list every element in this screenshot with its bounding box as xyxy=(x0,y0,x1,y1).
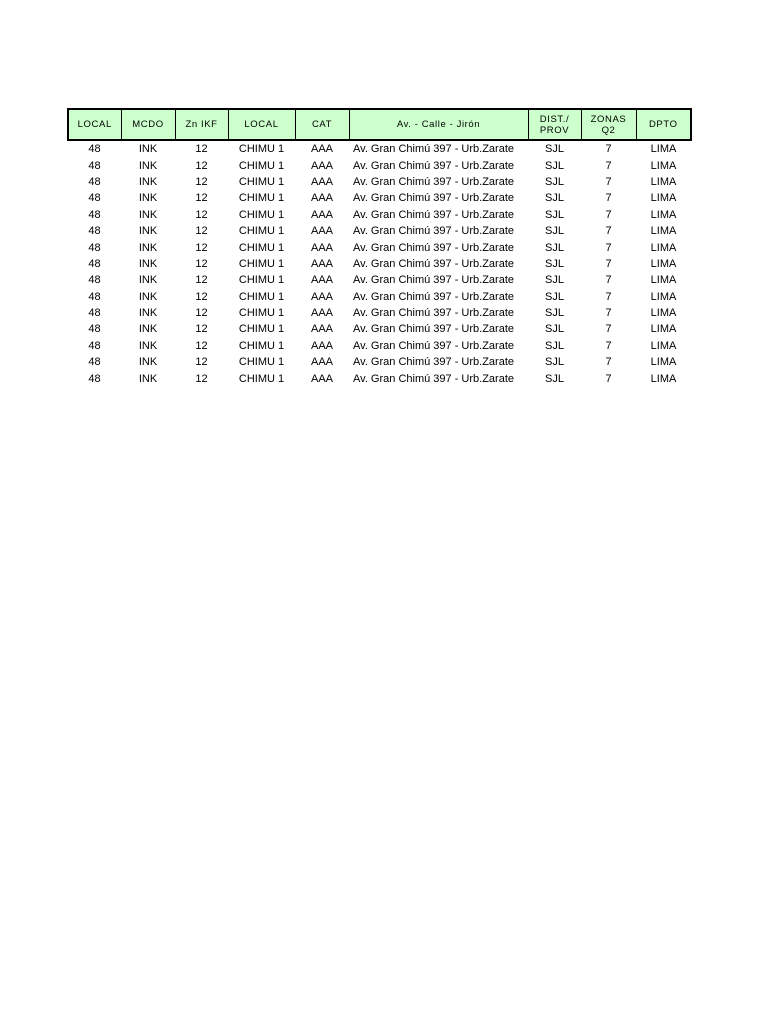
table-row xyxy=(68,190,691,206)
dpto-cell[interactable]: LIMA xyxy=(650,356,677,369)
address-cell[interactable]: Av. Gran Chimú 397 - Urb.Zarate xyxy=(353,175,514,188)
local-cell[interactable]: 48 xyxy=(88,175,101,188)
local-cell[interactable]: 48 xyxy=(88,356,101,369)
zn-ikf-cell[interactable]: 12 xyxy=(195,175,208,188)
zn-ikf-cell[interactable]: 12 xyxy=(195,307,208,320)
table-row xyxy=(68,338,691,354)
local-cell[interactable]: 48 xyxy=(88,257,101,270)
header-zonas-q2[interactable] xyxy=(581,109,636,140)
dpto-cell[interactable]: LIMA xyxy=(650,192,677,205)
local-name-cell[interactable]: CHIMU 1 xyxy=(238,257,285,270)
dist-prov-cell[interactable]: SJL xyxy=(545,143,564,156)
address-cell[interactable]: Av. Gran Chimú 397 - Urb.Zarate xyxy=(353,208,514,221)
header-dpto[interactable] xyxy=(636,109,691,140)
table-row xyxy=(68,370,691,386)
local-cell[interactable]: 48 xyxy=(88,143,101,156)
cat-cell[interactable]: AAA xyxy=(310,323,333,336)
header-label-line1: DIST./ xyxy=(539,113,570,125)
dist-prov-cell[interactable]: SJL xyxy=(545,159,564,172)
local-name-cell[interactable]: CHIMU 1 xyxy=(238,339,285,352)
mcdo-cell[interactable]: INK xyxy=(138,339,158,352)
header-row xyxy=(68,109,691,140)
cat-cell[interactable]: AAA xyxy=(310,241,333,254)
header-label: Zn IKF xyxy=(185,119,218,130)
zonas-q2-cell[interactable]: 7 xyxy=(605,241,612,254)
dpto-cell[interactable]: LIMA xyxy=(650,208,677,221)
local-name-cell[interactable]: CHIMU 1 xyxy=(238,307,285,320)
mcdo-cell[interactable]: INK xyxy=(138,175,158,188)
cat-cell[interactable]: AAA xyxy=(310,192,333,205)
dpto-cell[interactable]: LIMA xyxy=(650,175,677,188)
header-label: Av. - Calle - Jirón xyxy=(396,119,481,130)
dist-prov-cell[interactable]: SJL xyxy=(545,372,564,385)
dpto-cell[interactable]: LIMA xyxy=(650,159,677,172)
dpto-cell[interactable]: LIMA xyxy=(650,241,677,254)
address-cell[interactable]: Av. Gran Chimú 397 - Urb.Zarate xyxy=(353,159,514,172)
mcdo-cell[interactable]: INK xyxy=(138,208,158,221)
local-cell[interactable]: 48 xyxy=(88,290,101,303)
cat-cell[interactable]: AAA xyxy=(310,307,333,320)
dist-prov-cell[interactable]: SJL xyxy=(545,339,564,352)
zonas-q2-cell[interactable]: 7 xyxy=(605,372,612,385)
mcdo-cell[interactable]: INK xyxy=(138,143,158,156)
zn-ikf-cell[interactable]: 12 xyxy=(195,208,208,221)
cat-cell[interactable]: AAA xyxy=(310,290,333,303)
zn-ikf-cell[interactable]: 12 xyxy=(195,274,208,287)
dpto-cell[interactable]: LIMA xyxy=(650,290,677,303)
local-name-cell[interactable]: CHIMU 1 xyxy=(238,192,285,205)
dist-prov-cell[interactable]: SJL xyxy=(545,290,564,303)
zn-ikf-cell[interactable]: 12 xyxy=(195,225,208,238)
dpto-cell[interactable]: LIMA xyxy=(650,372,677,385)
dist-prov-cell[interactable]: SJL xyxy=(545,323,564,336)
header-address[interactable] xyxy=(349,109,528,140)
mcdo-cell[interactable]: INK xyxy=(138,274,158,287)
dpto-cell[interactable]: LIMA xyxy=(650,143,677,156)
cat-cell[interactable]: AAA xyxy=(310,356,333,369)
local-name-cell[interactable]: CHIMU 1 xyxy=(238,159,285,172)
zn-ikf-cell[interactable]: 12 xyxy=(195,323,208,336)
zonas-q2-cell[interactable]: 7 xyxy=(605,339,612,352)
local-cell[interactable]: 48 xyxy=(88,372,101,385)
dist-prov-cell[interactable]: SJL xyxy=(545,208,564,221)
mcdo-cell[interactable]: INK xyxy=(138,323,158,336)
mcdo-cell[interactable]: INK xyxy=(138,192,158,205)
table-row xyxy=(68,305,691,321)
dpto-cell[interactable]: LIMA xyxy=(650,307,677,320)
address-cell[interactable]: Av. Gran Chimú 397 - Urb.Zarate xyxy=(353,323,514,336)
header-mcdo[interactable] xyxy=(121,109,175,140)
address-cell[interactable]: Av. Gran Chimú 397 - Urb.Zarate xyxy=(353,225,514,238)
local-name-cell[interactable]: CHIMU 1 xyxy=(238,143,285,156)
spreadsheet-sheet xyxy=(67,108,690,387)
zn-ikf-cell[interactable]: 12 xyxy=(195,159,208,172)
locations-table xyxy=(67,108,692,387)
table-body xyxy=(68,140,691,387)
cat-cell[interactable]: AAA xyxy=(310,175,333,188)
dist-prov-cell[interactable]: SJL xyxy=(545,225,564,238)
zonas-q2-cell[interactable]: 7 xyxy=(605,208,612,221)
cat-cell[interactable]: AAA xyxy=(310,372,333,385)
zonas-q2-cell[interactable]: 7 xyxy=(605,274,612,287)
address-cell[interactable]: Av. Gran Chimú 397 - Urb.Zarate xyxy=(353,274,514,287)
zn-ikf-cell[interactable]: 12 xyxy=(195,290,208,303)
zonas-q2-cell[interactable]: 7 xyxy=(605,192,612,205)
zn-ikf-cell[interactable]: 12 xyxy=(195,143,208,156)
local-name-cell[interactable]: CHIMU 1 xyxy=(238,274,285,287)
local-cell[interactable]: 48 xyxy=(88,323,101,336)
cat-cell[interactable]: AAA xyxy=(310,208,333,221)
zonas-q2-cell[interactable]: 7 xyxy=(605,323,612,336)
cat-cell[interactable]: AAA xyxy=(310,257,333,270)
dpto-cell[interactable]: LIMA xyxy=(650,323,677,336)
address-cell[interactable]: Av. Gran Chimú 397 - Urb.Zarate xyxy=(353,307,514,320)
dpto-cell[interactable]: LIMA xyxy=(650,225,677,238)
local-name-cell[interactable]: CHIMU 1 xyxy=(238,175,285,188)
local-cell[interactable]: 48 xyxy=(88,274,101,287)
table-row xyxy=(68,272,691,288)
table-row xyxy=(68,140,691,157)
local-cell[interactable]: 48 xyxy=(88,192,101,205)
dist-prov-cell[interactable]: SJL xyxy=(545,257,564,270)
mcdo-cell[interactable]: INK xyxy=(138,290,158,303)
zonas-q2-cell[interactable]: 7 xyxy=(605,175,612,188)
cat-cell[interactable]: AAA xyxy=(310,159,333,172)
table-row xyxy=(68,174,691,190)
local-cell[interactable]: 48 xyxy=(88,208,101,221)
mcdo-cell[interactable]: INK xyxy=(138,241,158,254)
local-name-cell[interactable]: CHIMU 1 xyxy=(238,208,285,221)
address-cell[interactable]: Av. Gran Chimú 397 - Urb.Zarate xyxy=(353,257,514,270)
table-row xyxy=(68,256,691,272)
header-label: CAT xyxy=(311,119,333,130)
header-label: MCDO xyxy=(132,119,164,130)
header-label: LOCAL xyxy=(77,119,112,130)
local-name-cell[interactable]: CHIMU 1 xyxy=(238,225,285,238)
table-row xyxy=(68,239,691,255)
table-row xyxy=(68,223,691,239)
zn-ikf-cell[interactable]: 12 xyxy=(195,192,208,205)
address-cell[interactable]: Av. Gran Chimú 397 - Urb.Zarate xyxy=(353,241,514,254)
header-dist-prov[interactable] xyxy=(528,109,581,140)
local-name-cell[interactable]: CHIMU 1 xyxy=(238,323,285,336)
address-cell[interactable]: Av. Gran Chimú 397 - Urb.Zarate xyxy=(353,290,514,303)
dist-prov-cell[interactable]: SJL xyxy=(545,241,564,254)
table-row xyxy=(68,289,691,305)
zn-ikf-cell[interactable]: 12 xyxy=(195,356,208,369)
dpto-cell[interactable]: LIMA xyxy=(650,274,677,287)
zonas-q2-cell[interactable]: 7 xyxy=(605,257,612,270)
address-cell[interactable]: Av. Gran Chimú 397 - Urb.Zarate xyxy=(353,143,514,156)
dpto-cell[interactable]: LIMA xyxy=(650,339,677,352)
table-row xyxy=(68,207,691,223)
table-row xyxy=(68,321,691,337)
local-name-cell[interactable]: CHIMU 1 xyxy=(238,372,285,385)
mcdo-cell[interactable]: INK xyxy=(138,356,158,369)
dist-prov-cell[interactable]: SJL xyxy=(545,274,564,287)
zonas-q2-cell[interactable]: 7 xyxy=(605,143,612,156)
local-name-cell[interactable]: CHIMU 1 xyxy=(238,241,285,254)
local-name-cell[interactable]: CHIMU 1 xyxy=(238,356,285,369)
mcdo-cell[interactable]: INK xyxy=(138,159,158,172)
mcdo-cell[interactable]: INK xyxy=(138,257,158,270)
zonas-q2-cell[interactable]: 7 xyxy=(605,225,612,238)
header-label: LOCAL xyxy=(244,119,279,130)
table-row xyxy=(68,157,691,173)
mcdo-cell[interactable]: INK xyxy=(138,372,158,385)
cat-cell[interactable]: AAA xyxy=(310,274,333,287)
header-label-line1: ZONAS xyxy=(590,113,627,125)
local-cell[interactable]: 48 xyxy=(88,159,101,172)
zonas-q2-cell[interactable]: 7 xyxy=(605,290,612,303)
local-cell[interactable]: 48 xyxy=(88,241,101,254)
dist-prov-cell[interactable]: SJL xyxy=(545,307,564,320)
dist-prov-cell[interactable]: SJL xyxy=(545,175,564,188)
address-cell[interactable]: Av. Gran Chimú 397 - Urb.Zarate xyxy=(353,356,514,369)
cat-cell[interactable]: AAA xyxy=(310,143,333,156)
address-cell[interactable]: Av. Gran Chimú 397 - Urb.Zarate xyxy=(353,372,514,385)
local-cell[interactable]: 48 xyxy=(88,225,101,238)
header-label-line2: PROV xyxy=(539,124,570,136)
mcdo-cell[interactable]: INK xyxy=(138,307,158,320)
dist-prov-cell[interactable]: SJL xyxy=(545,192,564,205)
header-label-line2: Q2 xyxy=(601,124,616,136)
cat-cell[interactable]: AAA xyxy=(310,225,333,238)
header-label: DPTO xyxy=(648,119,678,130)
zonas-q2-cell[interactable]: 7 xyxy=(605,356,612,369)
address-cell[interactable]: Av. Gran Chimú 397 - Urb.Zarate xyxy=(353,339,514,352)
local-cell[interactable]: 48 xyxy=(88,339,101,352)
local-name-cell[interactable]: CHIMU 1 xyxy=(238,290,285,303)
header-cat[interactable] xyxy=(295,109,349,140)
zn-ikf-cell[interactable]: 12 xyxy=(195,339,208,352)
header-local-name[interactable] xyxy=(228,109,295,140)
header-local[interactable] xyxy=(68,109,121,140)
zn-ikf-cell[interactable]: 12 xyxy=(195,372,208,385)
address-cell[interactable]: Av. Gran Chimú 397 - Urb.Zarate xyxy=(353,192,514,205)
zonas-q2-cell[interactable]: 7 xyxy=(605,307,612,320)
zn-ikf-cell[interactable]: 12 xyxy=(195,257,208,270)
dpto-cell[interactable]: LIMA xyxy=(650,257,677,270)
header-zn-ikf[interactable] xyxy=(175,109,228,140)
table-row xyxy=(68,354,691,370)
mcdo-cell[interactable]: INK xyxy=(138,225,158,238)
zonas-q2-cell[interactable]: 7 xyxy=(605,159,612,172)
dist-prov-cell[interactable]: SJL xyxy=(545,356,564,369)
zn-ikf-cell[interactable]: 12 xyxy=(195,241,208,254)
cat-cell[interactable]: AAA xyxy=(310,339,333,352)
local-cell[interactable]: 48 xyxy=(88,307,101,320)
